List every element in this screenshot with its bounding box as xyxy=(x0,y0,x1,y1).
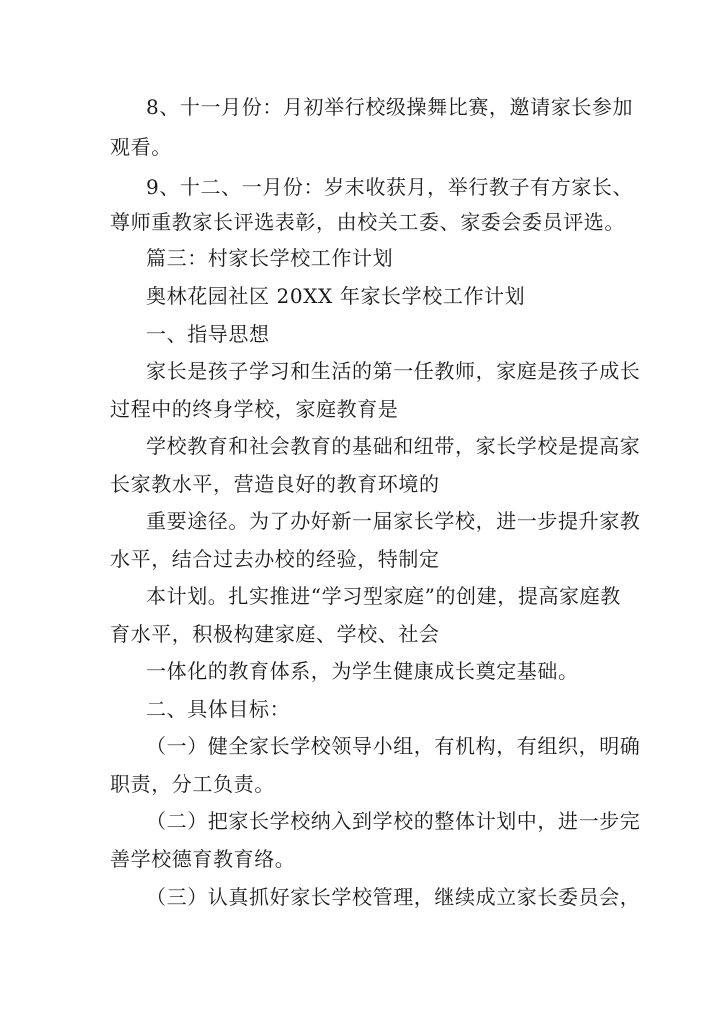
paragraph-line: （三）认真抓好家长学校管理，继续成立家长委员会， xyxy=(146,885,641,909)
paragraph-line: 尊师重教家长评选表彰，由校关工委、家委会委员评选。 xyxy=(110,210,625,234)
paragraph-line: 一体化的教育体系，为学生健康成长奠定基础。 xyxy=(146,659,579,683)
section-heading: 二、具体目标： xyxy=(146,697,291,721)
paragraph-line: （二）把家长学校纳入到学校的整体计划中，进一步完 xyxy=(146,809,641,833)
paragraph-line: 善学校德育教育络。 xyxy=(110,847,296,871)
paragraph-line: 职责，分工负责。 xyxy=(110,772,275,796)
paragraph-line: 育水平，积极构建家庭、学校、社会 xyxy=(110,622,440,646)
section-heading: 篇三：村家长学校工作计划 xyxy=(146,246,394,270)
paragraph-line: 8、十一月份：月初举行校级操舞比赛，邀请家长参加 xyxy=(146,95,634,119)
paragraph-line: （一）健全家长学校领导小组，有机构，有组织，明确 xyxy=(146,734,641,758)
section-heading: 一、指导思想 xyxy=(146,322,270,346)
paragraph-line: 9、十二、一月份：岁末收获月，举行教子有方家长、 xyxy=(146,175,634,199)
paragraph-line: 水平，结合过去办校的经验，特制定 xyxy=(110,547,440,571)
document-title: 奥林花园社区 20XX 年家长学校工作计划 xyxy=(146,284,526,308)
paragraph-line: 过程中的终身学校，家庭教育是 xyxy=(110,397,399,421)
paragraph-line: 家长是孩子学习和生活的第一任教师，家庭是孩子成长 xyxy=(146,359,641,383)
paragraph-line: 学校教育和社会教育的基础和纽带，家长学校是提高家 xyxy=(146,434,641,458)
paragraph-line: 观看。 xyxy=(110,135,172,159)
paragraph-line: 长家教水平，营造良好的教育环境的 xyxy=(110,472,440,496)
paragraph-line: 本计划。扎实推进“学习型家庭”的创建，提高家庭教 xyxy=(146,584,621,608)
paragraph-line: 重要途径。为了办好新一届家长学校，进一步提升家教 xyxy=(146,509,641,533)
